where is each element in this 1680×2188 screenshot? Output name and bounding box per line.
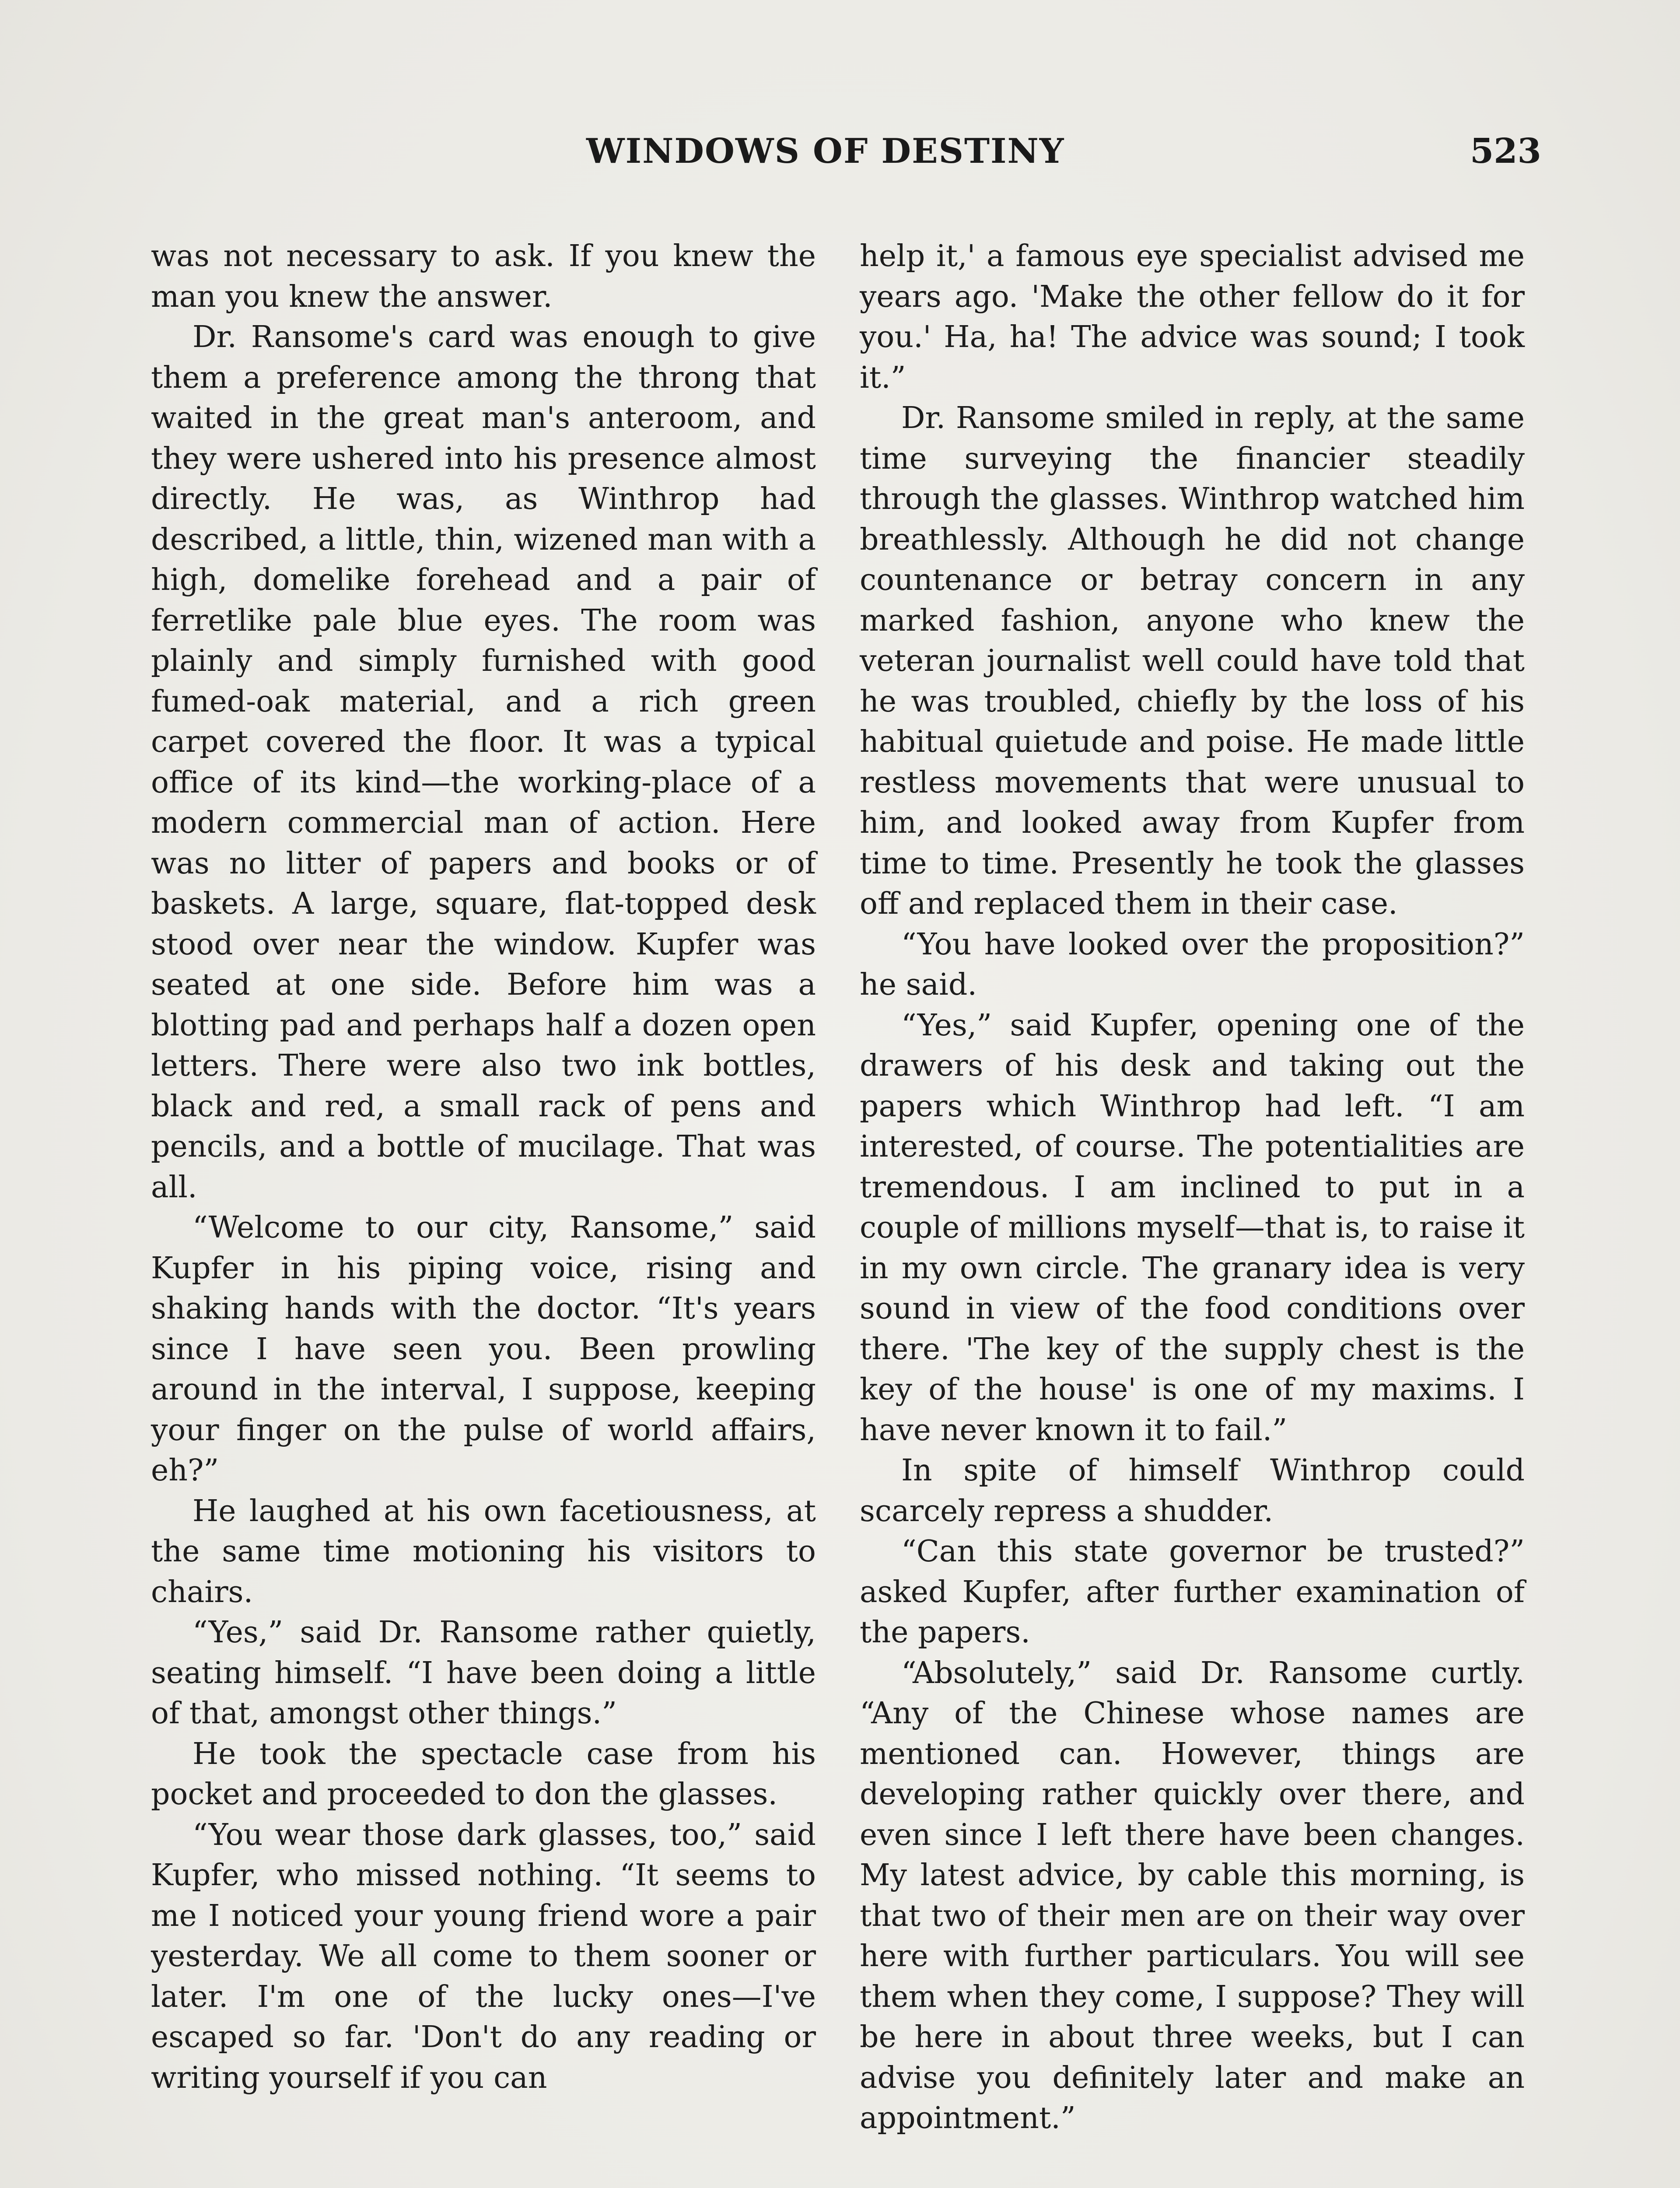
paragraph: He laughed at his own facetiousness, at the same time motioning his visitors to chairs. xyxy=(151,1494,816,1609)
paragraph: He took the spectacle case from his pocket and proceeded to don the glasses. xyxy=(151,1736,816,1812)
page-number: 523 xyxy=(1470,131,1541,171)
paragraph: In spite of himself Winthrop could scarcely repress a shudder. xyxy=(860,1453,1525,1529)
right-column xyxy=(860,236,1525,2139)
paragraph: “Yes,” said Kupfer, opening one of the drawers of his desk and taking out the papers which Winthrop had left. “I am interested, of course. The potentialities are tremendous. I am inclined to put in a couple of millions myself—that is, to raise it in my own circle. The granary idea is very sound in view of the food conditions over there. 'The key of the supply chest is the key of the house' is one of my maxims. I have never known it to fail.” xyxy=(860,1008,1525,1448)
paragraph: “You wear those dark glasses, too,” said Kupfer, who missed nothing. “It seems to me I noticed your young friend wore a pair yesterday. We all come to them sooner or later. I'm one of the lucky ones—I've escaped so far. 'Don't do any reading or writing yourself if you can xyxy=(151,1817,816,2095)
left-column xyxy=(151,236,816,2098)
paragraph: “You have looked over the proposition?” he said. xyxy=(860,927,1525,1002)
paragraph: “Absolutely,” said Dr. Ransome curtly. “Any of the Chinese whose names are mentioned can. However, things are developing rather quickly over there, and even since I left there have been changes. My latest advice, by cable this morning, is that two of their men are on their way over here with further particulars. You will see them when they come, I suppose? They will be here in about three weeks, but I can advise you definitely later and make an appointment.” xyxy=(860,1655,1525,2135)
paragraph: “Can this state governor be trusted?” asked Kupfer, after further examination of the papers. xyxy=(860,1534,1525,1650)
paragraph: “Yes,” said Dr. Ransome rather quietly, seating himself. “I have been doing a little of that, amongst other things.” xyxy=(151,1615,816,1731)
paragraph: Dr. Ransome smiled in reply, at the same time surveying the financier steadily through the glasses. Winthrop watched him breathlessly. Although he did not change countenance or betray concern in any marked fashion, anyone who knew the veteran journalist well could have told that he was troubled, chiefly by the loss of his habitual quietude and poise. He made little restless movements that were unusual to him, and looked away from Kupfer from time to time. Presently he took the glasses off and replaced them in their case. xyxy=(860,401,1525,921)
paragraph: help it,' a famous eye specialist advised me years ago. 'Make the other fellow do it for you.' Ha, ha! The advice was sound; I took it.” xyxy=(860,239,1525,395)
paragraph: Dr. Ransome's card was enough to give them a preference among the throng that waited in the great man's anteroom, and they were ushered into his presence almost directly. He was, as Winthrop had described, a little, thin, wizened man with a high, domelike forehead and a pair of ferretlike pale blue eyes. The room was plainly and simply furnished with good fumed-oak material, and a rich green carpet covered the floor. It was a typical office of its kind—the working-place of a modern commercial man of action. Here was no litter of papers and books or of baskets. A large, square, flat-topped desk stood over near the window. Kupfer was seated at one side. Before him was a blotting pad and perhaps half a dozen open letters. There were also two ink bottles, black and red, a small rack of pens and pencils, and a bottle of mucilage. That was all. xyxy=(151,320,816,1205)
paragraph: was not necessary to ask. If you knew the man you knew the answer. xyxy=(151,239,816,314)
running-title: WINDOWS OF DESTINY xyxy=(586,131,1065,171)
paragraph: “Welcome to our city, Ransome,” said Kupfer in his piping voice, rising and shaking hands with the doctor. “It's years since I have seen you. Been prowling around in the interval, I suppose, keeping your finger on the pulse of world affairs, eh?” xyxy=(151,1210,816,1488)
